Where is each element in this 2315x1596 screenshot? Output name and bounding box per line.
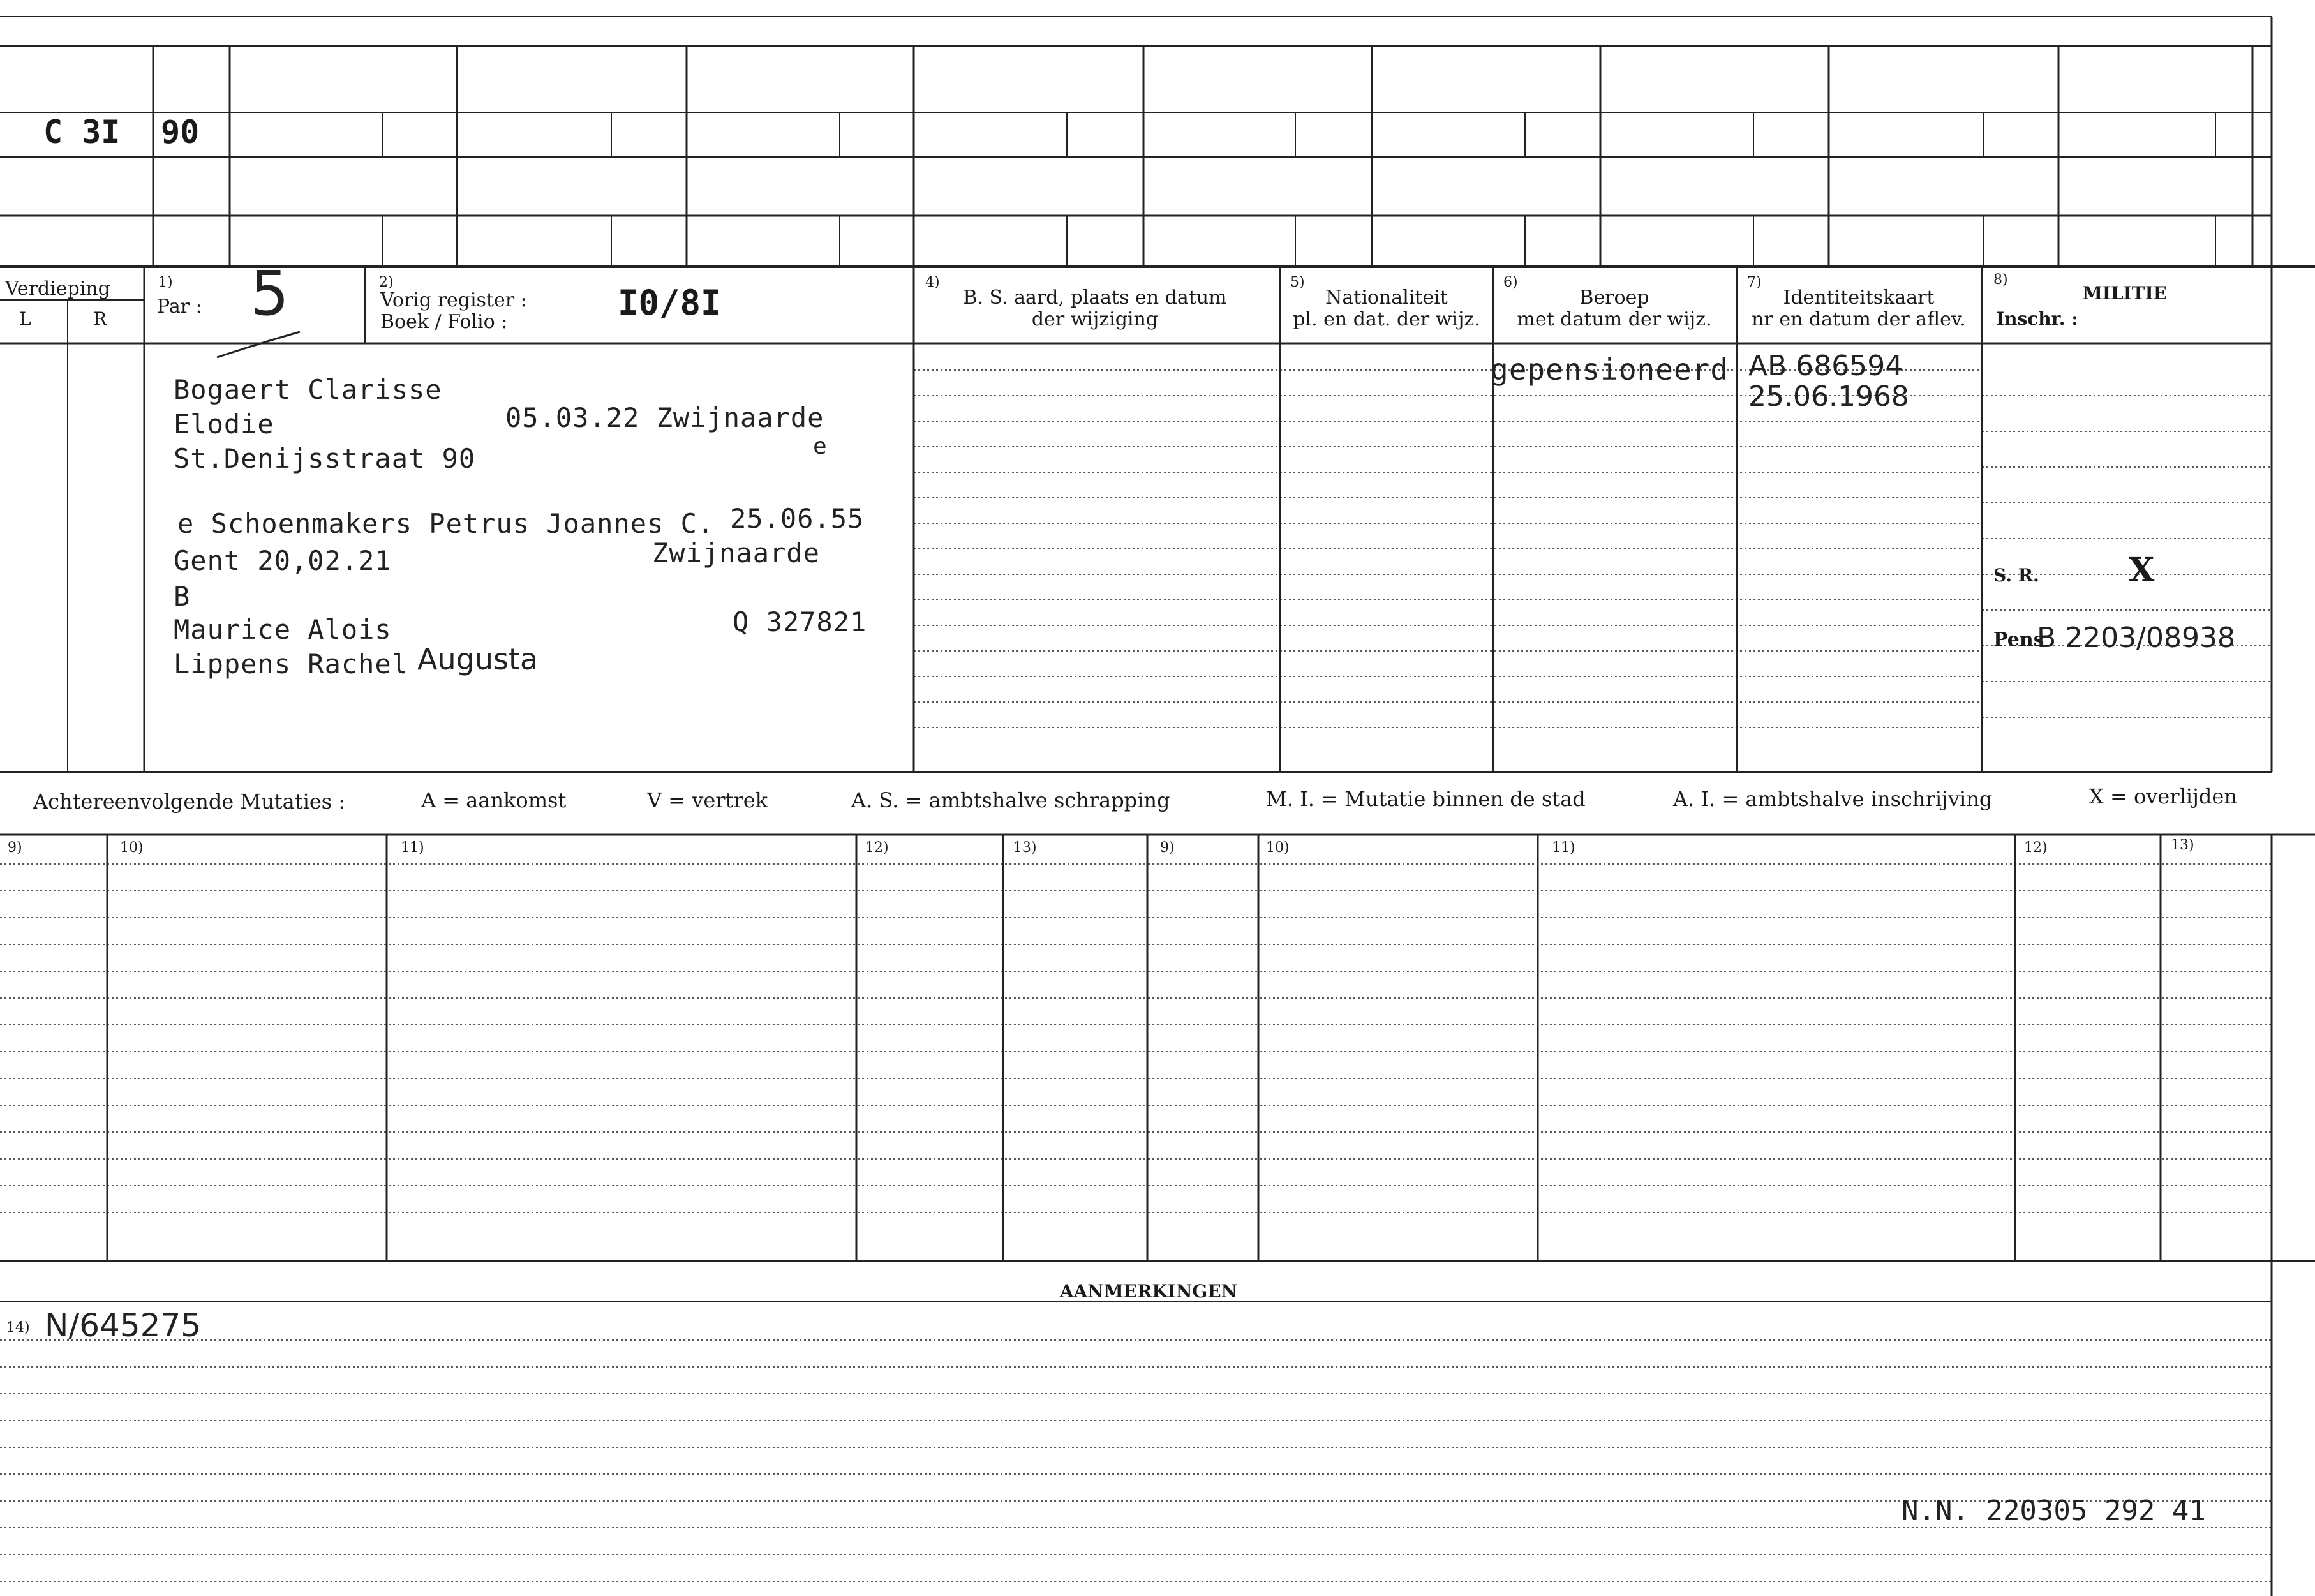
marriage-place: Zwijnaarde [652,537,820,569]
col4-label-a: B. S. aard, plaats en datum [963,287,1227,309]
mut-col-num: 11) [401,840,424,856]
aanmerkingen-value: N/645275 [45,1307,202,1344]
aanmerkingen-title: AANMERKINGEN [1059,1281,1238,1302]
mut-col-num: 9) [1160,840,1175,856]
mother-name: Lippens Rachel [174,648,409,680]
col1-num: 1) [158,274,173,290]
pens-value: B 2203/08938 [2037,622,2235,654]
id-card-date: 25.06.1968 [1748,380,1909,413]
sr-label: S. R. [1993,565,2039,586]
spouse-birth: Gent 20,02.21 [174,545,392,576]
inschr-label: Inschr. : [1996,308,2078,329]
col4-label-b: der wijziging [1031,308,1159,331]
person-mark-e: e [813,433,828,459]
col2-num: 2) [379,274,394,290]
col1-label: Par : [157,295,202,318]
id-card-number: AB 686594 [1748,350,1903,382]
mut-col-num: 13) [2171,837,2194,853]
legend-mutatie-stad: M. I. = Mutatie binnen de stad [1266,787,1586,811]
mut-col-num: 13) [1013,840,1037,856]
verdieping-label: Verdieping [5,278,110,300]
aanmerkingen-num: 14) [6,1320,30,1336]
legend-ambtshalve-schrapping: A. S. = ambtshalve schrapping [851,788,1170,812]
mut-col-num: 12) [865,840,889,856]
mut-col-num: 9) [8,840,22,856]
mut-col-num: 11) [1552,840,1575,856]
register-number: 90 [161,114,200,151]
person-firstname-line: Elodie [174,408,274,440]
marriage-date: 25.06.55 [730,503,865,534]
pens-label: Pens [1993,629,2044,651]
mut-col-num: 10) [1266,840,1290,856]
col7-num: 7) [1747,274,1762,290]
spouse-line: e Schoenmakers Petrus Joannes C. [177,508,715,539]
col7-label-a: Identiteitskaart [1783,287,1935,309]
legend-overlijden: X = overlijden [2089,784,2237,809]
mutaties-label: Achtereenvolgende Mutaties : [33,789,346,814]
col7-label-b: nr en datum der aflev. [1752,308,1966,331]
reference-number: Q 327821 [733,606,867,638]
legend-vertrek: V = vertrek [647,788,768,812]
person-name-line: Bogaert Clarisse [174,374,442,405]
col5-label-b: pl. en dat. der wijz. [1293,308,1480,331]
person-birth: 05.03.22 Zwijnaarde [505,402,824,433]
militie-label: MILITIE [2082,283,2168,304]
person-mark-b: B [174,581,191,612]
signature-stroke [217,332,300,357]
col6-label-a: Beroep [1579,287,1649,309]
col4-num: 4) [925,274,940,290]
col2-label-a: Vorig register : [380,289,527,311]
legend-aankomst: A = aankomst [421,788,567,812]
verdieping-r: R [93,308,107,329]
vorig-register-value: I0/8I [618,283,722,323]
legend-ambtshalve-inschrijving: A. I. = ambtshalve inschrijving [1673,787,1993,811]
mut-col-num: 12) [2024,840,2048,856]
col8-num: 8) [1993,272,2008,288]
register-code: C 3I [43,114,121,151]
mut-col-num: 10) [120,840,144,856]
col5-label-a: Nationaliteit [1325,287,1448,309]
sr-value: X [2129,551,2155,590]
col2-label-b: Boek / Folio : [380,311,508,333]
beroep-value: gepensioneerd [1491,352,1729,387]
par-value: 5 [250,258,290,329]
father-name: Maurice Alois [174,614,392,645]
person-address: St.Denijsstraat 90 [174,443,476,474]
col6-label-b: met datum der wijz. [1517,308,1712,331]
national-number: N.N. 220305 292 41 [1902,1495,2206,1527]
verdieping-l: L [19,308,31,329]
mother-name-handwritten: Augusta [417,642,539,676]
col6-num: 6) [1503,274,1518,290]
col5-num: 5) [1290,274,1305,290]
